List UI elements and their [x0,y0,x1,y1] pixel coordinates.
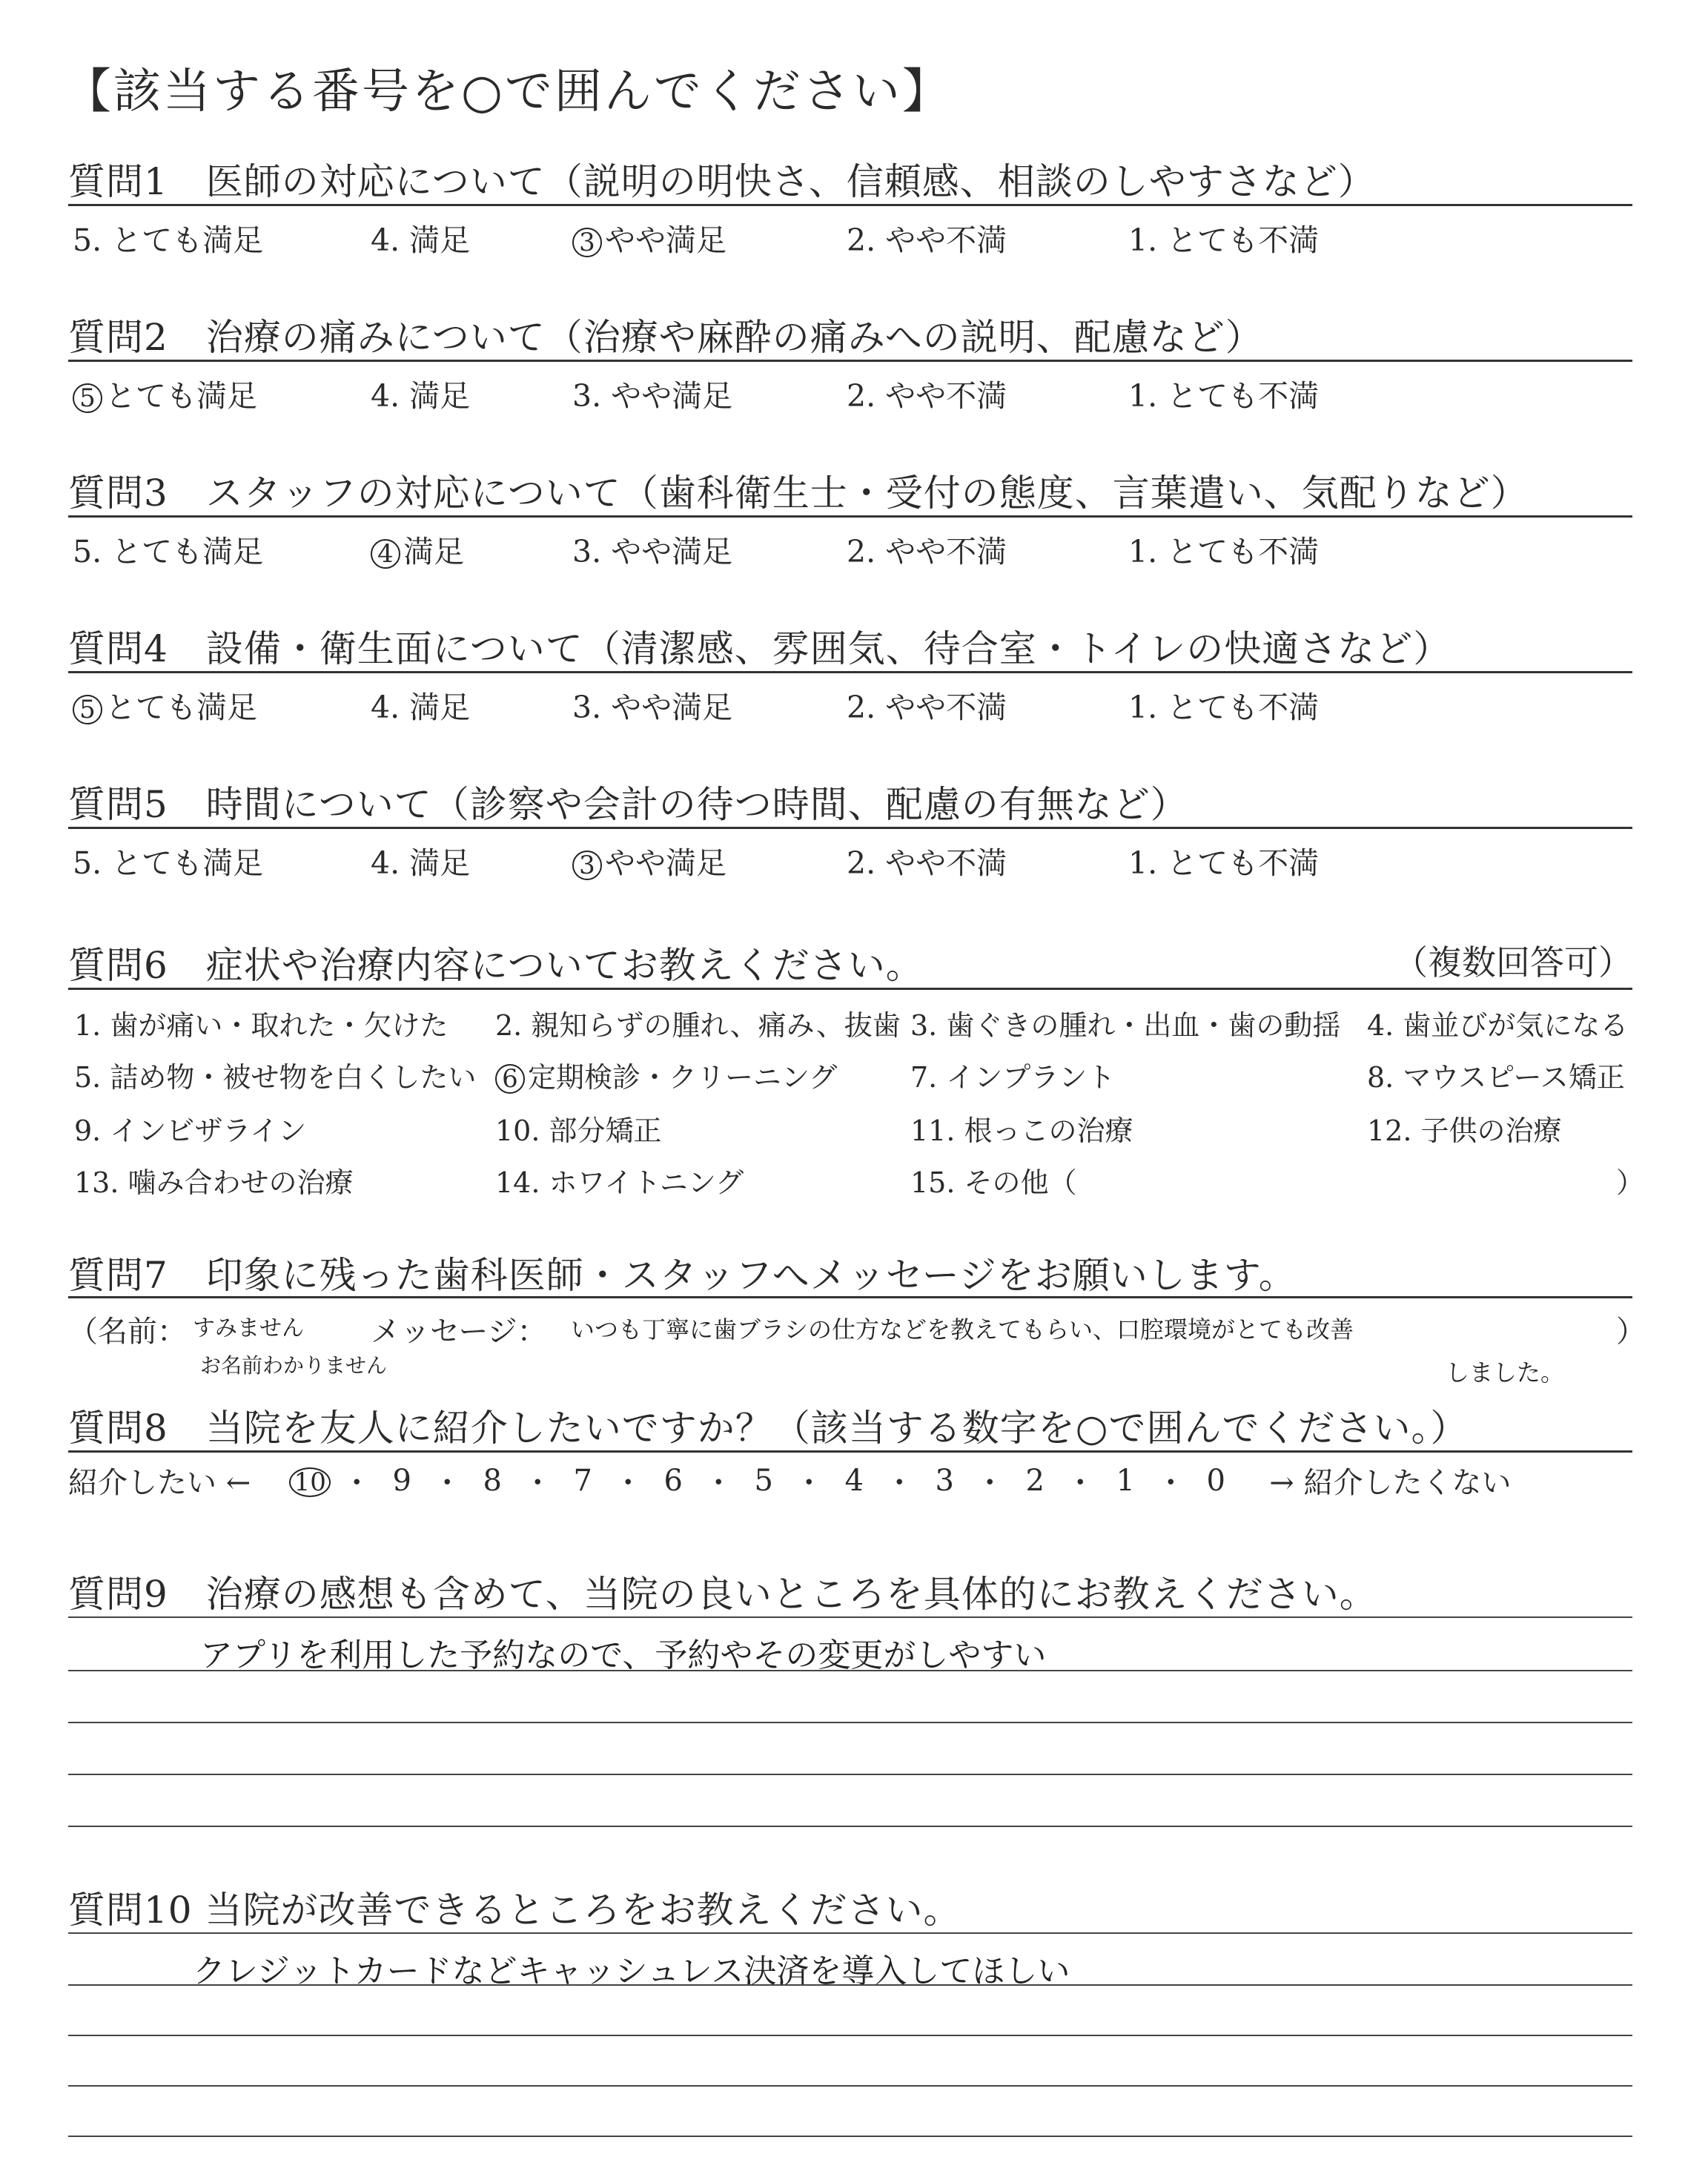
q6-multi-note: （複数回答可） [1394,942,1632,982]
q9-line-4 [68,1774,1632,1775]
q7-close-paren: ） [1616,1315,1646,1349]
q3-title: 質問3 スタッフの対応について（歯科衛生士・受付の態度、言葉遣い、気配りなど） [68,472,1529,515]
q8-scale-5[interactable]: 5 [754,1463,773,1498]
q8-title: 質問8 当院を友人に紹介したいですか？（該当する数字を○で囲んでください。） [68,1407,1469,1450]
q6-option-14[interactable]: 14. ホワイトニング [495,1166,744,1199]
q2-option-5[interactable]: 5 とても満足 [73,371,257,415]
q6-option-12[interactable]: 12. 子供の治療 [1367,1114,1562,1147]
q10-line-2 [68,1984,1632,1986]
q6-option-4[interactable]: 4. 歯並びが気になる [1367,1009,1629,1042]
q6-option-7[interactable]: 7. インプラント [910,1061,1116,1094]
q7-title: 質問7 印象に残った歯科医師・スタッフへメッセージをお願いします。 [68,1254,1297,1297]
q9-line-2 [68,1670,1632,1671]
q8-scale-0[interactable]: 0 [1206,1463,1225,1498]
q4-option-5[interactable]: 5 とても満足 [73,683,257,727]
q6-option-9[interactable]: 9. インビザライン [74,1114,307,1147]
q2-divider [68,360,1632,362]
q8-scale-10[interactable] [285,1464,338,1498]
scale-separator: ・ [884,1466,915,1500]
q3-option-2[interactable]: 2. やや不満 [847,534,1007,569]
q3-option-5[interactable]: 5. とても満足 [73,534,264,569]
q7-message-handwritten-1: いつも丁寧に歯ブラシの仕方などを教えてもらい、口腔環境がとても改善 [571,1315,1354,1344]
q2-option-2[interactable]: 2. やや不満 [847,378,1007,414]
q5-option-5[interactable]: 5. とても満足 [73,845,264,881]
q1-option-1[interactable]: 1. とても不満 [1128,222,1320,258]
q5-option-2[interactable]: 2. やや不満 [847,845,1007,881]
q8-scale-1[interactable]: 1 [1116,1463,1135,1498]
q10-title: 質問10 当院が改善できるところをお教えください。 [68,1889,961,1932]
q6-divider [68,988,1632,990]
page-header: 【該当する番号を○で囲んでください】 [64,65,952,119]
q8-right-label: → 紹介したくない [1269,1466,1512,1500]
q6-option-1[interactable]: 1. 歯が痛い・取れた・欠けた [74,1009,448,1042]
selected-circle: 4 [371,539,400,569]
q3-option-3[interactable]: 3. やや満足 [572,534,733,569]
q1-option-5[interactable]: 5. とても満足 [73,222,264,258]
q5-option-3[interactable]: 3 やや満足 [572,839,726,882]
q10-line-1 [68,1932,1632,1934]
scale-separator: ・ [523,1466,553,1500]
q10-line-5 [68,2136,1632,2137]
q8-scale-2[interactable]: 2 [1025,1463,1045,1498]
q8-left-label: 紹介したい ← [68,1466,251,1500]
selected-circle: 10 [289,1467,331,1497]
q5-option-4[interactable]: 4. 満足 [371,845,471,881]
selected-circle: 5 [73,695,102,724]
q4-option-4[interactable]: 4. 満足 [371,690,471,725]
q6-option-8[interactable]: 8. マウスピース矯正 [1367,1061,1625,1094]
q8-scale-9[interactable]: 9 [392,1463,411,1498]
q9-title: 質問9 治療の感想も含めて、当院の良いところを具体的にお教えください。 [68,1573,1377,1616]
q8-scale-6[interactable]: 6 [663,1463,683,1498]
q1-title: 質問1 医師の対応について（説明の明快さ、信頼感、相談のしやすさなど） [68,160,1376,203]
q6-title: 質問6 症状や治療内容についてお教えください。 [68,944,924,987]
q7-divider [68,1296,1632,1298]
q6-option-3[interactable]: 3. 歯ぐきの腫れ・出血・歯の動揺 [910,1009,1341,1042]
q8-divider [68,1450,1632,1453]
q7-name-handwritten-2: お名前わかりません [200,1353,388,1378]
q4-option-2[interactable]: 2. やや不満 [847,690,1007,725]
q1-option-4[interactable]: 4. 満足 [371,222,471,258]
selected-circle: 3 [572,851,602,880]
scale-separator: ・ [613,1466,643,1500]
q10-line-4 [68,2085,1632,2087]
q1-option-2[interactable]: 2. やや不満 [847,222,1007,258]
q10-answer-handwritten: クレジットカードなどキャッシュレス決済を導入してほしい [193,1952,1070,1990]
q3-divider [68,515,1632,518]
q3-option-4[interactable]: 4 満足 [371,527,464,571]
q6-option-15[interactable]: 15. その他（ [910,1166,1077,1199]
q6-option-5[interactable]: 5. 詰め物・被せ物を白くしたい [74,1061,477,1094]
q2-title: 質問2 治療の痛みについて（治療や麻酔の痛みへの説明、配慮など） [68,316,1263,359]
q7-message-handwritten-2: しました。 [1446,1358,1565,1387]
q3-option-1[interactable]: 1. とても不満 [1128,534,1320,569]
q8-scale-3[interactable]: 3 [935,1463,954,1498]
q7-name-handwritten-1: すみません [193,1315,304,1341]
q6-option-16: ） [1616,1166,1645,1199]
q4-option-1[interactable]: 1. とても不満 [1128,690,1320,725]
q6-option-10[interactable]: 10. 部分矯正 [495,1114,662,1147]
q1-divider [68,204,1632,206]
q8-scale [68,1459,1632,1502]
scale-separator: ・ [1156,1466,1186,1500]
scale-separator: ・ [704,1466,734,1500]
q9-answer-handwritten: アプリを利用した予約なので、予約やその変更がしやすい [200,1636,1047,1674]
q9-line-3 [68,1722,1632,1723]
q5-divider [68,827,1632,829]
q10-line-3 [68,2035,1632,2036]
scale-separator: ・ [432,1466,463,1500]
q2-option-3[interactable]: 3. やや満足 [572,378,733,414]
q1-option-3[interactable]: 3 やや満足 [572,216,726,260]
q8-scale-4[interactable]: 4 [844,1463,864,1498]
q6-option-6[interactable]: 6 定期検診・クリーニング [495,1054,837,1095]
q5-title: 質問5 時間について（診察や会計の待つ時間、配慮の有無など） [68,783,1188,826]
q2-option-4[interactable]: 4. 満足 [371,378,471,414]
scale-separator: ・ [1065,1466,1096,1500]
q5-option-1[interactable]: 1. とても不満 [1128,845,1320,881]
q8-scale-8[interactable]: 8 [483,1463,502,1498]
q6-option-2[interactable]: 2. 親知らずの腫れ、痛み、抜歯 [495,1009,901,1042]
q4-option-3[interactable]: 3. やや満足 [572,690,733,725]
q7-message-label: メッセージ： [371,1315,547,1349]
q7-name-label: （名前： [68,1315,187,1349]
selected-circle: 3 [572,228,602,257]
q4-title: 質問4 設備・衛生面について（清潔感、雰囲気、待合室・トイレの快適さなど） [68,627,1452,670]
q6-option-11[interactable]: 11. 根っこの治療 [910,1114,1133,1147]
scale-separator: ・ [342,1466,372,1500]
q8-scale-7[interactable]: 7 [573,1463,592,1498]
selected-circle: 6 [495,1064,525,1094]
scale-separator: ・ [975,1466,1005,1500]
q9-line-5 [68,1826,1632,1827]
q6-option-13[interactable]: 13. 噛み合わせの治療 [74,1166,354,1199]
scale-separator: ・ [794,1466,824,1500]
q4-divider [68,671,1632,673]
q9-line-1 [68,1616,1632,1618]
selected-circle: 5 [73,383,102,413]
q2-option-1[interactable]: 1. とても不満 [1128,378,1320,414]
